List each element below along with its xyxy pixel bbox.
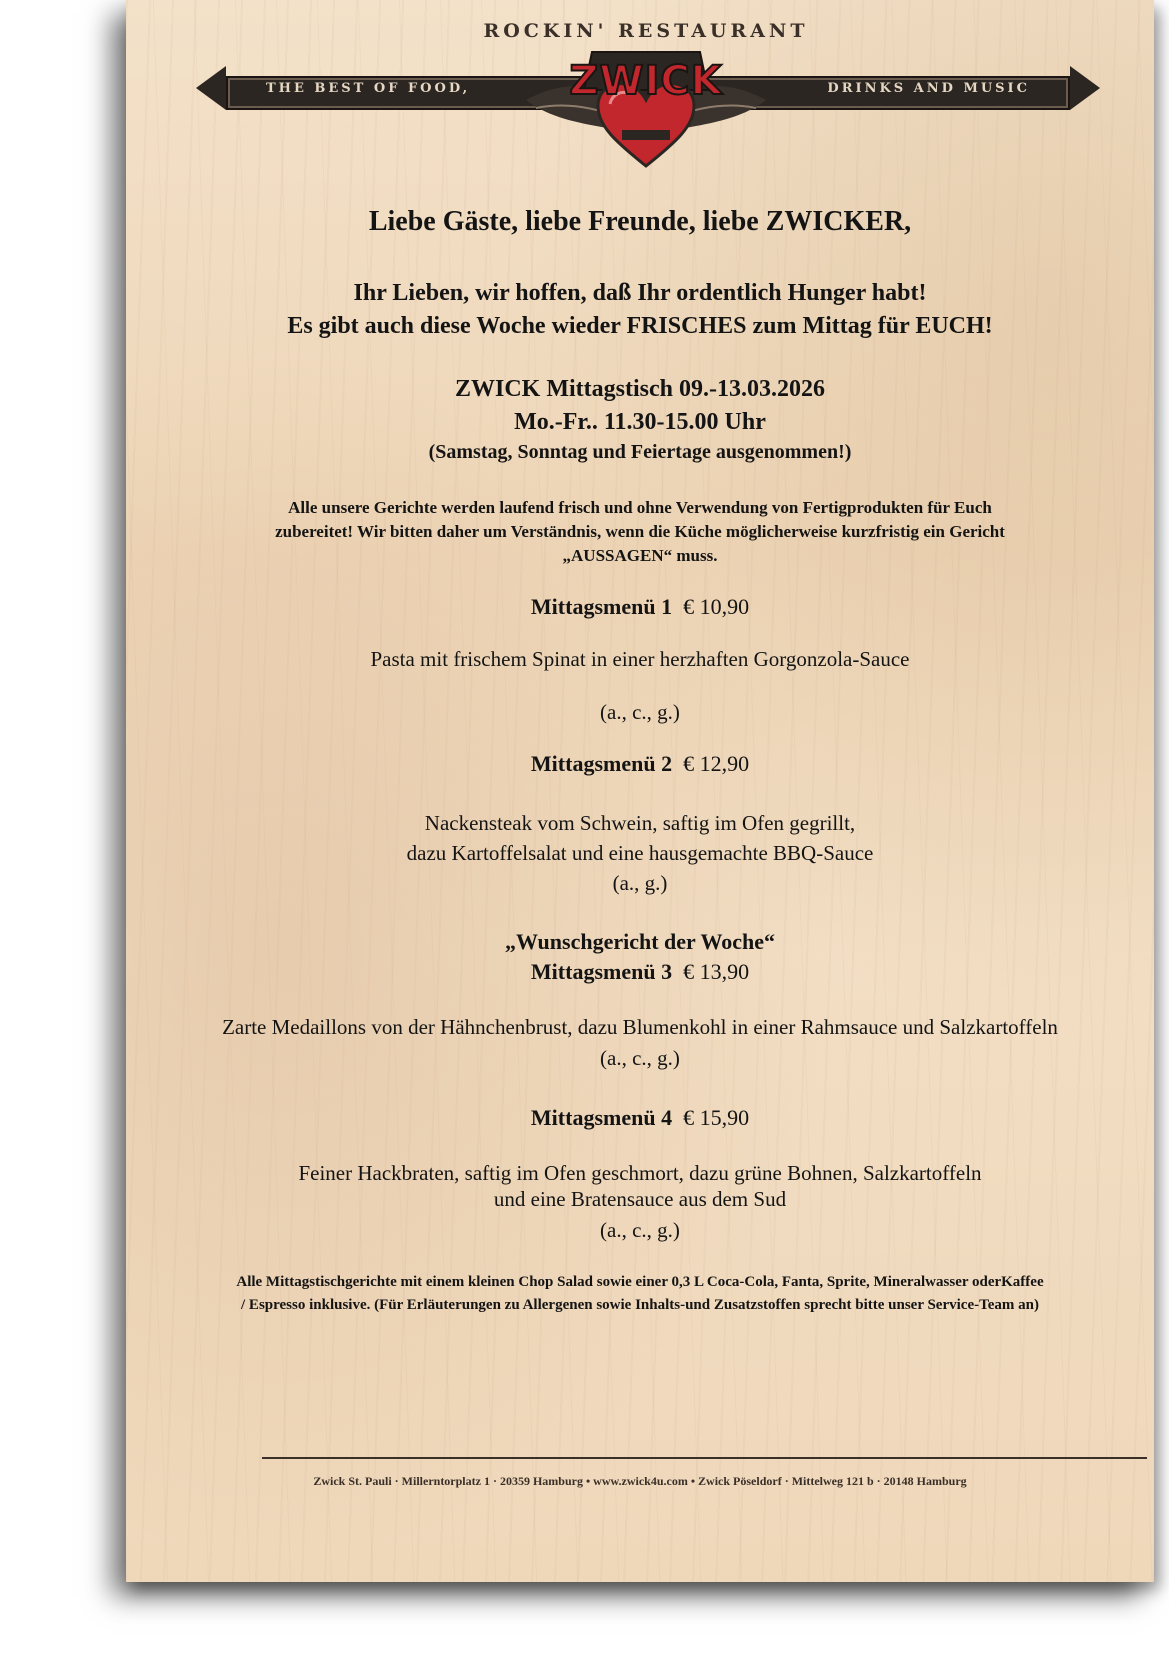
- menu-4-allergens: (a., c., g.): [600, 1218, 680, 1242]
- menu-2-allergens: (a., g.): [612, 871, 668, 895]
- menu-3-allergens: (a., c., g.): [600, 1046, 680, 1070]
- notice-line-2: zubereitet! Wir bitten daher um Verständnis, wenn die Küche möglicherweise kurzfristig ein Gericht: [275, 522, 1005, 541]
- menu-3-special-label: „Wunschgericht der Woche“: [504, 929, 776, 954]
- menu-3-heading: [126, 959, 1154, 985]
- menu-2-description-line-1: Nackensteak vom Schwein, saftig im Ofen gegrillt,: [424, 811, 856, 835]
- intro-line-1: Ihr Lieben, wir hoffen, daß Ihr ordentlich Hunger habt!: [353, 280, 927, 306]
- menu-3-price: € 13,90: [683, 959, 750, 984]
- footer-divider: [262, 1457, 1147, 1459]
- menu-1-description: Pasta mit frischem Spinat in einer herzhaften Gorgonzola-Sauce: [370, 647, 910, 671]
- banner-text-left: THE BEST OF FOOD,: [266, 81, 471, 96]
- banner-ribbon-right: [1070, 66, 1100, 110]
- greeting-heading: Liebe Gäste, liebe Freunde, liebe ZWICKER,: [368, 206, 912, 237]
- notice-line-3: „AUSSAGEN“ muss.: [562, 546, 718, 565]
- menu-2-price: € 12,90: [683, 751, 750, 776]
- closing-line-1: Alle Mittagstischgerichte mit einem kleinen Chop Salad sowie einer 0,3 L Coca-Cola, Fanta, Sprite, Mineralwasser oderKaffee: [236, 1274, 1044, 1290]
- menu-4-description-line-2: und eine Bratensauce aus dem Sud: [493, 1187, 787, 1211]
- menu-1-heading: [126, 594, 1154, 620]
- menu-4-description-line-1: Feiner Hackbraten, saftig im Ofen geschmort, dazu grüne Bohnen, Salzkartoffeln: [298, 1161, 982, 1185]
- banner-text-right: DRINKS AND MUSIC: [827, 81, 1030, 96]
- menu-sheet: [126, 0, 1154, 1582]
- closing-line-2: / Espresso inklusive. (Für Erläuterungen zu Allergenen sowie Inhalts-und Zusatzstoffen sprecht bitte unser Service-Team an): [241, 1297, 1039, 1313]
- banner-ribbon-left: [196, 66, 226, 110]
- menu-1-name: Mittagsmenü 1: [530, 594, 673, 619]
- schedule-title: ZWICK Mittagstisch 09.-13.03.2026: [455, 376, 825, 402]
- menu-3-description: Zarte Medaillons von der Hähnchenbrust, dazu Blumenkohl in einer Rahmsauce und Salzkartoffeln: [222, 1015, 1058, 1039]
- schedule-hours: Mo.-Fr.. 11.30-15.00 Uhr: [514, 409, 766, 435]
- menu-4-name: Mittagsmenü 4: [530, 1105, 673, 1130]
- logo-arc-text: ROCKIN' RESTAURANT: [483, 20, 809, 42]
- footer-address: Zwick St. Pauli · Millerntorplatz 1 · 20359 Hamburg • www.zwick4u.com • Zwick Pöseldorf · Mittelweg 121 b · 20148 Hamburg: [313, 1474, 967, 1488]
- menu-2-description-line-2: dazu Kartoffelsalat und eine hausgemachte BBQ-Sauce: [406, 841, 874, 865]
- menu-1-price: € 10,90: [683, 594, 750, 619]
- logo-brand: ZWICK: [569, 58, 723, 104]
- menu-4-price: € 15,90: [683, 1105, 750, 1130]
- intro-line-2: Es gibt auch diese Woche wieder FRISCHES zum Mittag für EUCH!: [287, 313, 993, 339]
- menu-4-heading: [126, 1105, 1154, 1131]
- menu-3-name: Mittagsmenü 3: [530, 959, 673, 984]
- schedule-note: (Samstag, Sonntag und Feiertage ausgenommen!): [428, 441, 852, 463]
- menu-2-heading: [126, 751, 1154, 777]
- menu-2-name: Mittagsmenü 2: [530, 751, 673, 776]
- menu-1-allergens: (a., c., g.): [600, 700, 680, 724]
- notice-line-1: Alle unsere Gerichte werden laufend frisch und ohne Verwendung von Fertigprodukten für Euch: [288, 498, 992, 517]
